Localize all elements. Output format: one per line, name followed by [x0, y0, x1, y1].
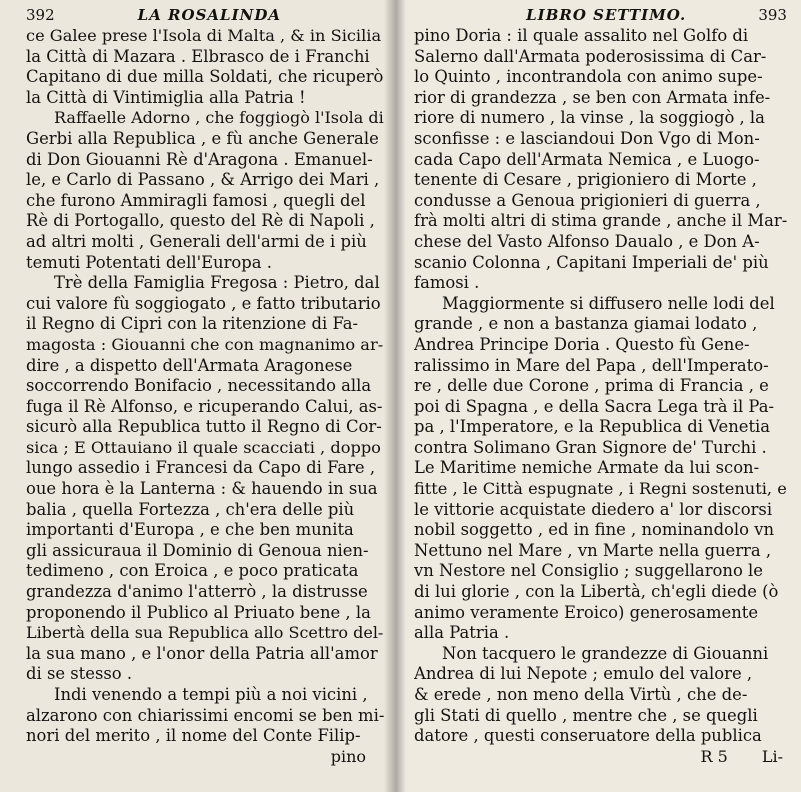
text-line: magosta : Giouanni che con magnanimo ar- [26, 334, 384, 354]
right-catchword: Li- [761, 746, 783, 766]
right-page-footer [414, 747, 787, 769]
text-line: gli Stati di quello , mentre che , se quegli [414, 705, 758, 725]
text-line: & erede , non meno della Virtù , che de- [414, 685, 748, 704]
text-line: Andrea Principe Doria . Questo fù Gene- [414, 334, 750, 354]
text-line: grandezza d'animo l'atterrò , la distrusse [26, 582, 368, 602]
right-page-number: 393 [758, 6, 787, 24]
text-line: importanti d'Europa , e che ben munita [26, 520, 354, 540]
text-line: contra Solimano Gran Signore de' Turchi . [414, 437, 767, 457]
text-line: Rè di Portogallo, questo del Rè di Napoli , [26, 211, 375, 231]
text-line: la Città di Vintimiglia alla Patria ! [26, 87, 306, 107]
text-line: scanio Colonna , Capitani Imperiali de' più [414, 252, 769, 272]
text-line: chese del Vasto Alfonso Daualo , e Don A- [414, 231, 760, 251]
text-line: il Regno di Cipri con la ritenzione di Fa- [26, 314, 359, 334]
text-line: tenente di Cesare , prigioniero di Morte , [414, 170, 757, 190]
right-page-header [414, 6, 787, 24]
text-line: fitte , le Città espugnate , i Regni sostenuti, e [414, 479, 787, 499]
text-line: la sua mano , e l'onor della Patria all'amor [26, 643, 378, 663]
text-line: lungo assedio i Francesi da Capo di Fare , [26, 458, 376, 478]
text-line: re , delle due Corone , prima di Francia , e [414, 376, 769, 396]
left-page [0, 0, 394, 792]
text-line: nobil soggetto , ed in fine , nominandolo vn [414, 520, 775, 540]
text-line: Maggiormente si diffusero nelle lodi del [442, 293, 775, 313]
right-running-title: LIBRO SETTIMO. [526, 6, 687, 24]
text-line: sconfisse : e lasciandoui Don Vgo di Mon- [414, 128, 760, 148]
right-page-body [414, 26, 787, 747]
text-line: Nettuno nel Mare , vn Marte nella guerra , [414, 540, 772, 560]
text-line: sica ; E Ottauiano il quale scacciati , doppo [26, 437, 381, 457]
text-line: Non tacquero le grandezze di Giouanni [442, 643, 769, 663]
text-line: ralissimo in Mare del Papa , dell'Imperato- [414, 355, 769, 375]
text-line: Capitano di due milla Soldati, che ricuperò [26, 67, 384, 87]
text-line: di lui glorie , con la Libertà, ch'egli diede (ò [414, 582, 779, 602]
text-line: rior di grandezza , se ben con Armata infe- [414, 87, 771, 107]
text-line: oue hora è la Lanterna : & hauendo in sua [26, 479, 378, 499]
text-line: Le Maritime nemiche Armate da lui scon- [414, 458, 760, 478]
text-line: Raffaelle Adorno , che foggiogò l'Isola di [54, 108, 384, 128]
text-line: cada Capo dell'Armata Nemica , e Luogo- [414, 149, 760, 169]
text-line: Andrea di lui Nepote ; emulo del valore , [414, 664, 753, 684]
text-line: le, e Carlo di Passano , & Arrigo dei Mari , [26, 170, 380, 190]
left-running-title: LA ROSALINDA [137, 6, 281, 24]
text-line: cui valore fù soggiogato , e fatto tributario [26, 293, 381, 313]
text-line: Libertà della sua Republica allo Scettro del- [26, 623, 384, 643]
left-page-number: 392 [26, 6, 55, 24]
text-line: ce Galee prese l'Isola di Malta , & in Sicilia [26, 26, 382, 45]
text-line: di Don Giouanni Rè d'Aragona . Emanuel- [26, 149, 373, 169]
text-line: Gerbi alla Republica , e fù anche Generale [26, 128, 379, 148]
text-line: frà molti altri di stima grande , anche il Mar- [414, 211, 787, 231]
text-line: condusse a Genoua prigionieri di guerra , [414, 190, 761, 210]
text-line: gli assicuraua il Dominio di Genoua nien- [26, 540, 369, 560]
text-line: dire , a dispetto dell'Armata Aragonese [26, 355, 353, 375]
text-line: Indi venendo a tempi più a noi vicini , [54, 685, 368, 704]
text-line: Trè della Famiglia Fregosa : Pietro, dal [54, 273, 380, 293]
text-line: nori del merito , il nome del Conte Filip- [26, 726, 361, 746]
text-line: proponendo il Publico al Priuato bene , la [26, 602, 371, 622]
text-line: pino Doria : il quale assalito nel Golfo di [414, 26, 749, 45]
text-line: ad altri molti , Generali dell'armi de i più [26, 231, 367, 251]
left-page-footer [26, 747, 384, 769]
text-line: lo Quinto , incontrandola con animo supe- [414, 67, 763, 87]
text-line: riore di numero , la vinse , la soggiogò , la [414, 108, 765, 128]
text-line: Salerno dall'Armata poderosissima di Car- [414, 46, 767, 66]
text-line: tedimeno , con Eroica , e poco praticata [26, 561, 359, 581]
text-line: fuga il Rè Alfonso, e ricuperando Calui, as- [26, 396, 383, 416]
text-line: vn Nestore nel Consiglio ; suggellarono le [414, 561, 763, 581]
text-line: che furono Ammiragli famosi , quegli del [26, 190, 366, 210]
text-line: grande , e non a bastanza giamai lodato , [414, 314, 758, 334]
text-line: famosi . [414, 273, 480, 293]
text-line: datore , questi conseruatore della publica [414, 726, 762, 746]
text-line: alla Patria . [414, 623, 510, 643]
text-line: pa , l'Imperatore, e la Republica di Venetia [414, 417, 771, 437]
left-catchword: pino [330, 746, 366, 766]
text-line: di se stesso . [26, 664, 133, 684]
text-line: la Città di Mazara . Elbrasco de i Franchi [26, 46, 370, 66]
text-line: temuti Potentati dell'Europa . [26, 252, 272, 272]
text-line: animo veramente Eroico) generosamente [414, 602, 759, 622]
right-page [394, 0, 801, 792]
text-line: sicurò alla Republica tutto il Regno di Cor- [26, 417, 382, 437]
text-line: alzarono con chiarissimi encomi se ben mi- [26, 705, 384, 725]
text-line: soccorrendo Bonifacio , necessitando alla [26, 376, 372, 396]
text-line: poi di Spagna , e della Sacra Lega trà il Pa- [414, 396, 775, 416]
left-page-header [26, 6, 384, 24]
text-line: balia , quella Fortezza , ch'era delle più [26, 499, 355, 519]
text-line: le vittorie acquistate diedero a' lor discorsi [414, 499, 773, 519]
signature-mark: R 5 [700, 746, 728, 766]
left-page-body [26, 26, 384, 747]
